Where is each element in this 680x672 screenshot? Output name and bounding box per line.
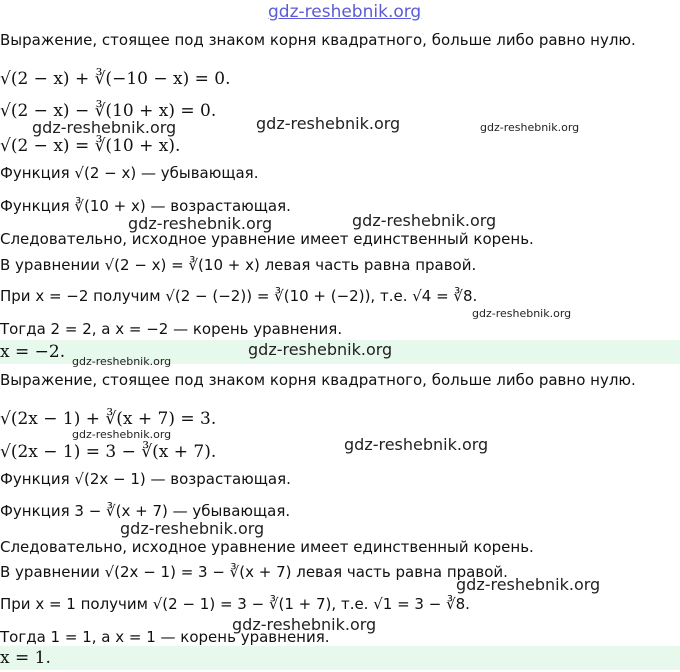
watermark: gdz-reshebnik.org <box>72 355 172 368</box>
s1-function-1: Функция √(2 − x) — убывающая. <box>0 164 259 182</box>
s1-function-2: Функция ∛(10 + x) — возрастающая. <box>0 197 291 215</box>
watermark: gdz-reshebnik.org <box>344 435 489 454</box>
s2-equation-2: √(2x − 1) = 3 − ∛(x + 7). <box>0 442 217 462</box>
s2-function-2: Функция 3 − ∛(x + 7) — убывающая. <box>0 502 291 520</box>
watermark: gdz-reshebnik.org <box>456 575 601 594</box>
s2-answer: x = 1. <box>0 648 51 668</box>
s1-equation-1: √(2 − x) + ∛(−10 − x) = 0. <box>0 69 231 89</box>
s1-then: Тогда 2 = 2, а x = −2 — корень уравнения. <box>0 320 343 338</box>
s2-equation-1: √(2x − 1) + ∛(x + 7) = 3. <box>0 409 217 429</box>
s2-equality: В уравнении √(2x − 1) = 3 − ∛(x + 7) левая часть равна правой. <box>0 563 508 581</box>
watermark: gdz-reshebnik.org <box>232 615 377 634</box>
site-link[interactable]: gdz-reshebnik.org <box>268 2 422 22</box>
s1-answer: x = −2. <box>0 342 66 362</box>
s2-then: Тогда 1 = 1, а x = 1 — корень уравнения. <box>0 628 330 646</box>
s2-function-1: Функция √(2x − 1) — возрастающая. <box>0 470 291 488</box>
watermark: gdz-reshebnik.org <box>472 307 572 320</box>
watermark: gdz-reshebnik.org <box>120 519 265 538</box>
s1-equality: В уравнении √(2 − x) = ∛(10 + x) левая часть равна правой. <box>0 256 477 274</box>
s1-equation-2: √(2 − x) − ∛(10 + x) = 0. <box>0 101 217 121</box>
watermark: gdz-reshebnik.org <box>480 121 580 134</box>
s2-intro: Выражение, стоящее под знаком корня квадратного, больше либо равно нулю. <box>0 371 636 389</box>
s1-intro: Выражение, стоящее под знаком корня квадратного, больше либо равно нулю. <box>0 31 636 49</box>
watermark: gdz-reshebnik.org <box>352 211 497 230</box>
watermark: gdz-reshebnik.org <box>256 114 401 133</box>
watermark: gdz-reshebnik.org <box>248 340 393 359</box>
s1-substitution: При x = −2 получим √(2 − (−2)) = ∛(10 + (−2)), т.е. √4 = ∛8. <box>0 287 478 305</box>
watermark: gdz-reshebnik.org <box>72 428 172 441</box>
s2-substitution: При x = 1 получим √(2 − 1) = 3 − ∛(1 + 7), т.е. √1 = 3 − ∛8. <box>0 595 470 613</box>
watermark: gdz-reshebnik.org <box>32 118 177 137</box>
watermark: gdz-reshebnik.org <box>128 214 273 233</box>
s1-conclusion: Следовательно, исходное уравнение имеет единственный корень. <box>0 230 534 248</box>
s1-equation-3: √(2 − x) = ∛(10 + x). <box>0 136 181 156</box>
s2-conclusion: Следовательно, исходное уравнение имеет единственный корень. <box>0 538 534 556</box>
s2-answer-box <box>0 646 680 670</box>
